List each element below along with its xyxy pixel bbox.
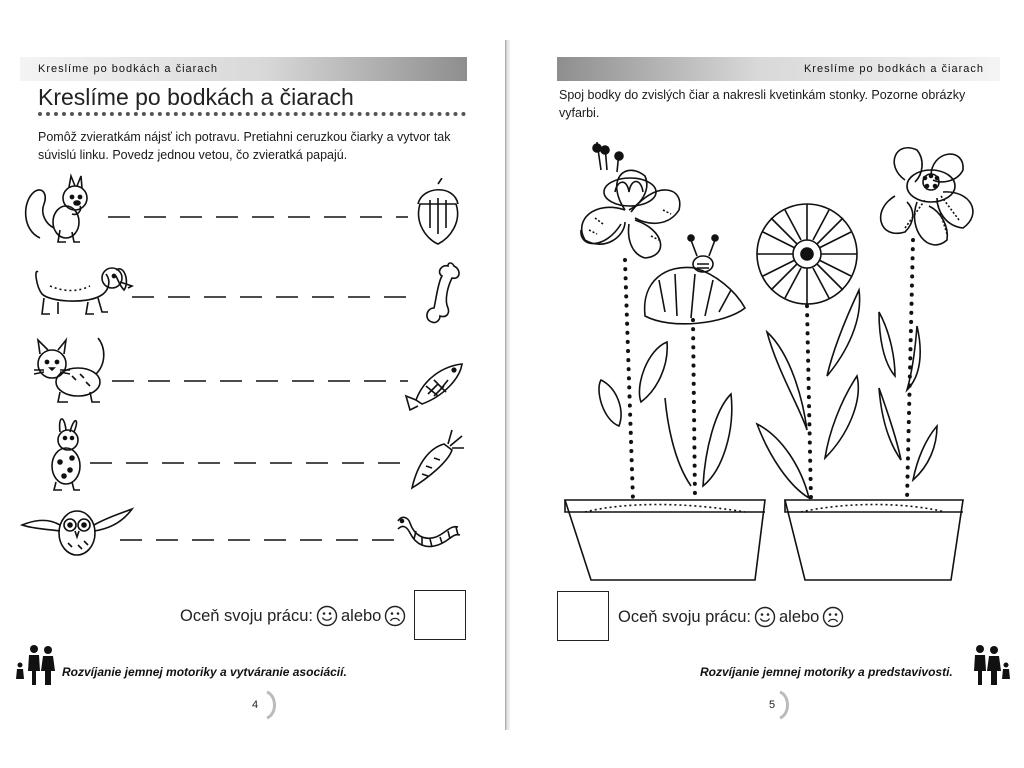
acorn-icon xyxy=(408,178,468,248)
right-page-header: Kreslíme po bodkách a čiarach xyxy=(557,57,1000,81)
left-page-number: 4 xyxy=(243,690,277,720)
sad-face-icon[interactable] xyxy=(384,605,406,627)
rating-checkbox[interactable] xyxy=(414,590,466,640)
trace-line[interactable] xyxy=(120,537,402,543)
left-page xyxy=(0,0,505,768)
rating-label: Oceň svoju prácu: xyxy=(180,606,313,625)
title-dotted-rule xyxy=(38,112,466,116)
flower-1 xyxy=(581,142,680,258)
dotted-stem xyxy=(807,306,811,500)
rabbit-icon xyxy=(20,412,100,492)
family-icon xyxy=(966,641,1012,687)
pot-right xyxy=(785,500,963,580)
matching-row-squirrel xyxy=(20,170,470,250)
trace-line[interactable] xyxy=(132,294,408,300)
self-rating xyxy=(618,606,847,628)
rating-or: alebo xyxy=(778,607,820,626)
right-footer-text: Rozvíjanie jemnej motoriky a predstavivosti. xyxy=(700,665,953,679)
trace-line[interactable] xyxy=(90,460,408,466)
self-rating xyxy=(180,605,409,627)
page-title: Kreslíme po bodkách a čiarach xyxy=(38,84,354,110)
rating-checkbox[interactable] xyxy=(557,591,609,641)
cat-icon xyxy=(20,330,115,410)
right-page-number: 5 xyxy=(760,690,794,720)
owl-icon xyxy=(20,495,135,559)
flower-3 xyxy=(757,204,857,304)
worm-icon xyxy=(394,507,468,551)
flower-pots-illustration xyxy=(545,140,985,590)
smiley-face-icon[interactable] xyxy=(316,605,338,627)
left-instruction: Pomôž zvieratkám nájsť ich potravu. Pretiahni ceruzkou čiarky a vytvor tak súvislú linku. Povedz jednou vetou, čo zvieratká papajú. xyxy=(38,130,451,162)
rating-label: Oceň svoju prácu: xyxy=(618,607,751,626)
squirrel-icon xyxy=(20,170,110,250)
dotted-stem xyxy=(693,320,695,500)
dotted-stem xyxy=(625,260,633,500)
matching-row-owl xyxy=(20,495,470,575)
trace-line[interactable] xyxy=(112,378,408,384)
sad-face-icon[interactable] xyxy=(822,606,844,628)
left-page-header: Kreslíme po bodkách a čiarach xyxy=(20,57,467,81)
rating-or: alebo xyxy=(340,606,382,625)
dachshund-icon xyxy=(20,256,140,326)
pot-left xyxy=(565,500,765,580)
trace-line[interactable] xyxy=(108,214,408,220)
flower-4 xyxy=(881,148,973,245)
matching-row-rabbit xyxy=(20,412,470,492)
right-instruction: Spoj bodky do zvislých čiar a nakresli kvetinkám stonky. Pozorne obrázky vyfarbi. xyxy=(559,88,966,120)
carrot-icon xyxy=(404,426,468,494)
family-icon xyxy=(14,641,60,687)
matching-row-dachshund xyxy=(20,256,470,336)
left-footer-text: Rozvíjanie jemnej motoriky a vytváranie asociácií. xyxy=(62,665,347,679)
bone-icon xyxy=(418,262,474,326)
fish-icon xyxy=(404,356,468,412)
smiley-face-icon[interactable] xyxy=(754,606,776,628)
matching-row-cat xyxy=(20,330,470,410)
